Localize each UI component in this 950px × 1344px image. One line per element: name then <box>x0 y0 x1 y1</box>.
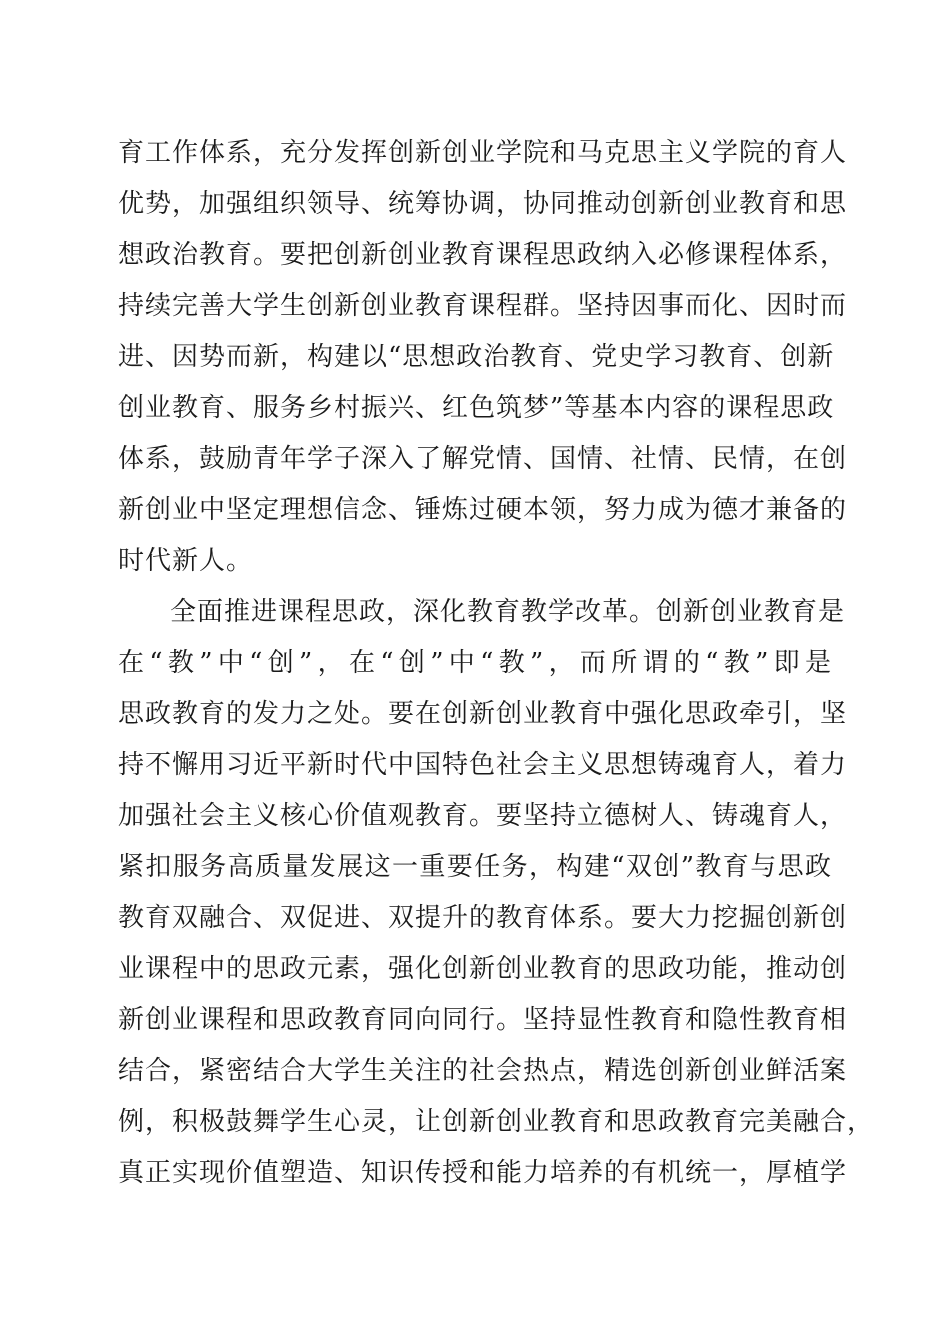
paragraph-line: 创业教育、服务乡村振兴、红色筑梦”等基本内容的课程思政 <box>118 393 835 423</box>
paragraph-line: 新创业中坚定理想信念、锤炼过硬本领，努力成为德才兼备的 <box>118 495 848 525</box>
paragraph-line: 例，积极鼓舞学生心灵，让创新创业教育和思政教育完美融合， <box>118 1107 875 1137</box>
paragraph-line: 结合，紧密结合大学生关注的社会热点，精选创新创业鲜活案 <box>118 1056 848 1086</box>
paragraph-line: 加强社会主义核心价值观教育。要坚持立德树人、铸魂育人， <box>118 801 848 831</box>
paragraph-line: 进、因势而新，构建以“思想政治教育、党史学习教育、创新 <box>118 342 835 372</box>
paragraph-2 <box>118 587 875 1199</box>
paragraph-line: 业课程中的思政元素，强化创新创业教育的思政功能，推动创 <box>118 954 848 984</box>
paragraph-line: 持续完善大学生创新创业教育课程群。坚持因事而化、因时而 <box>118 291 848 321</box>
body-text <box>118 128 875 1199</box>
paragraph-line: 体系，鼓励青年学子深入了解党情、国情、社情、民情，在创 <box>118 444 848 474</box>
paragraph-line: 新创业课程和思政教育同向同行。坚持显性教育和隐性教育相 <box>118 1005 848 1035</box>
paragraph-line: 优势，加强组织领导、统筹协调，协同推动创新创业教育和思 <box>118 189 848 219</box>
paragraph-line: 紧扣服务高质量发展这一重要任务，构建“双创”教育与思政 <box>118 852 832 882</box>
paragraph-line: 想政治教育。要把创新创业教育课程思政纳入必修课程体系， <box>118 240 848 270</box>
paragraph-line: 在“教”中“创”，在“创”中“教”，而所谓的“教”即是 <box>118 648 832 678</box>
paragraph-line: 时代新人。 <box>118 546 254 576</box>
paragraph-line: 真正实现价值塑造、知识传授和能力培养的有机统一，厚植学 <box>118 1158 848 1188</box>
paragraph-line: 持不懈用习近平新时代中国特色社会主义思想铸魂育人，着力 <box>118 750 848 780</box>
paragraph-line: 全面推进课程思政，深化教育教学改革。创新创业教育是 <box>170 597 846 627</box>
paragraph-line: 思政教育的发力之处。要在创新创业教育中强化思政牵引，坚 <box>118 699 848 729</box>
paragraph-line: 育工作体系，充分发挥创新创业学院和马克思主义学院的育人 <box>118 138 848 168</box>
paragraph-1 <box>118 128 848 587</box>
paragraph-line: 教育双融合、双促进、双提升的教育体系。要大力挖掘创新创 <box>118 903 848 933</box>
